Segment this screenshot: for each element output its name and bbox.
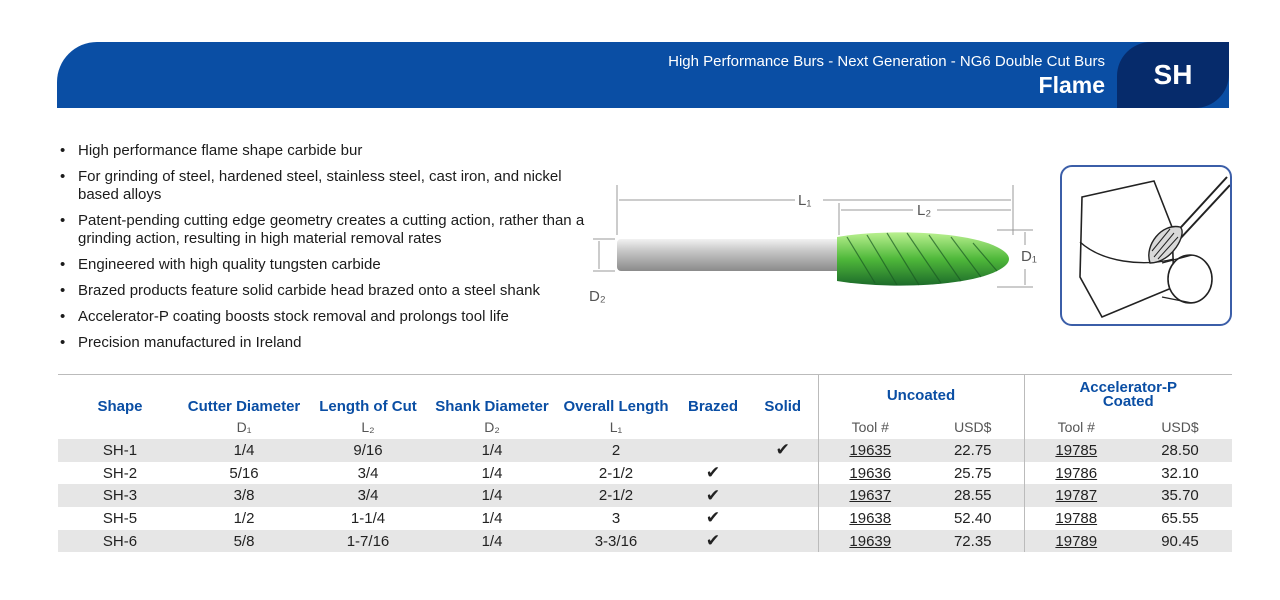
bur-shank (617, 239, 845, 271)
col-group-uncoated (818, 375, 1024, 415)
cell-solid (748, 484, 818, 507)
cell-uncoated-tool[interactable]: 19639 (818, 530, 922, 553)
cell-shank: 1/4 (430, 530, 554, 553)
cell-uncoated-tool[interactable]: 19636 (818, 462, 922, 485)
cell-uncoated-tool[interactable]: 19635 (818, 439, 922, 462)
header-subtitle: High Performance Burs - Next Generation - NG6 Double Cut Burs (668, 53, 1105, 70)
cell-oal: 3-3/16 (554, 530, 678, 553)
cell-coated-usd: 90.45 (1128, 530, 1232, 553)
cell-solid (748, 462, 818, 485)
cell-shape: SH-1 (58, 439, 182, 462)
cell-shape: SH-5 (102, 509, 138, 527)
symbol-l2: L₂ (361, 419, 375, 435)
feature-item: • Brazed products feature solid carbide head brazed onto a steel shank (58, 282, 598, 300)
cell-uncoated-usd: 72.35 (922, 530, 1024, 553)
col-length-of-cut: Length of Cut (319, 398, 417, 415)
table-row (58, 530, 1232, 553)
cell-shape: SH-3 (58, 484, 182, 507)
cell-shank: 1/4 (481, 509, 503, 527)
cell-brazed: ✔ (705, 508, 721, 528)
feature-item: • High performance flame shape carbide bur (58, 142, 598, 160)
cell-loc: 1-7/16 (306, 530, 430, 553)
workpiece-graphic (1062, 167, 1230, 324)
cell-shank: 1/4 (430, 439, 554, 462)
cell-loc: 3/4 (306, 484, 430, 507)
cell-uncoated-tool[interactable]: 19637 (818, 484, 922, 507)
cell-cutter: 1/4 (182, 439, 306, 462)
d1-label: D₁ (1021, 248, 1037, 265)
cell-brazed (678, 439, 748, 462)
application-illustration (1060, 165, 1232, 326)
header-title: Flame (1038, 72, 1105, 98)
cell-cutter: 3/8 (182, 484, 306, 507)
col-cutter-diameter: Cutter Diameter (187, 398, 301, 415)
feature-item: • Patent-pending cutting edge geometry creates a cutting action, rather than a grinding action, resulting in high material removal rates (58, 212, 598, 248)
cell-cutter: 5/8 (182, 530, 306, 553)
l1-label: L₁ (798, 192, 812, 209)
shape-code: SH (1153, 59, 1193, 90)
l2-label: L₂ (917, 202, 932, 219)
cell-brazed: ✔ (705, 463, 721, 483)
cell-coated-tool[interactable]: 19785 (1024, 439, 1128, 462)
bur-diagram (585, 185, 1055, 310)
cell-coated-tool[interactable]: 19788 (1024, 507, 1128, 530)
cell-loc: 9/16 (306, 439, 430, 462)
symbol-d1: D₁ (236, 419, 252, 435)
cell-coated-tool[interactable]: 19786 (1024, 462, 1128, 485)
col-overall-length: Overall Length (563, 398, 669, 415)
cell-oal: 2-1/2 (598, 464, 634, 482)
d2-label: D₂ (589, 288, 606, 305)
cell-uncoated-usd: 28.55 (922, 484, 1024, 507)
uncoated-header: Uncoated (886, 386, 956, 404)
cell-cutter: 5/16 (229, 464, 259, 482)
col-group-coated (1024, 375, 1232, 415)
feature-item: • Engineered with high quality tungsten carbide (58, 256, 598, 274)
feature-list (58, 142, 598, 360)
cell-loc: 3/4 (357, 464, 379, 482)
product-table (58, 375, 1232, 552)
cell-shank: 1/4 (481, 464, 503, 482)
symbol-empty (58, 415, 182, 439)
cell-solid (748, 530, 818, 553)
symbol-d2: D₂ (484, 419, 500, 435)
table-row (58, 484, 1232, 507)
cell-brazed: ✔ (678, 530, 748, 553)
cell-cutter: 1/2 (233, 509, 255, 527)
cell-coated-usd: 65.55 (1161, 509, 1199, 527)
table-row (58, 462, 1232, 485)
cell-coated-tool[interactable]: 19787 (1024, 484, 1128, 507)
cell-uncoated-usd: 52.40 (953, 509, 992, 527)
shape-code-tab (1117, 42, 1229, 108)
cell-loc: 1-1/4 (350, 509, 386, 527)
product-table-wrap (58, 374, 1232, 552)
subcol-coated-tool: Tool # (1024, 415, 1128, 439)
cell-uncoated-usd: 22.75 (922, 439, 1024, 462)
d2-dimension (589, 239, 615, 305)
cell-shape: SH-2 (102, 464, 138, 482)
cell-coated-usd: 32.10 (1161, 464, 1199, 482)
feature-item: • For grinding of steel, hardened steel, stainless steel, cast iron, and nickel based alloys (58, 168, 598, 204)
cell-uncoated-tool[interactable]: 19638 (818, 507, 922, 530)
cell-oal: 3 (611, 509, 621, 527)
col-solid: Solid (764, 398, 802, 415)
feature-item: • Accelerator-P coating boosts stock removal and prolongs tool life (58, 308, 598, 326)
bur-head (837, 232, 1009, 285)
coated-header-line2: Coated (1102, 393, 1154, 410)
subcol-coated-usd: USD$ (1161, 419, 1199, 435)
cell-oal: 2-1/2 (554, 484, 678, 507)
cell-coated-usd: 28.50 (1128, 439, 1232, 462)
col-shank-diameter: Shank Diameter (435, 398, 549, 415)
cell-coated-tool[interactable]: 19789 (1024, 530, 1128, 553)
subcol-uncoated-usd: USD$ (954, 419, 992, 435)
cell-uncoated-usd: 25.75 (953, 464, 992, 482)
cell-brazed: ✔ (678, 484, 748, 507)
table-row (58, 507, 1232, 530)
cell-coated-usd: 35.70 (1128, 484, 1232, 507)
coated-header-line1: Accelerator-P (1079, 379, 1178, 396)
cell-oal: 2 (554, 439, 678, 462)
col-shape: Shape (97, 398, 143, 415)
subcol-uncoated-tool: Tool # (818, 415, 922, 439)
cell-shank: 1/4 (430, 484, 554, 507)
table-row (58, 439, 1232, 462)
header-banner (57, 42, 1229, 108)
l2-dimension (839, 202, 1011, 235)
feature-item: • Precision manufactured in Ireland (58, 334, 598, 352)
cell-solid: ✔ (748, 439, 818, 462)
cell-shape: SH-6 (58, 530, 182, 553)
cell-solid (748, 507, 818, 530)
col-brazed: Brazed (687, 398, 739, 415)
symbol-l1: L₁ (609, 419, 623, 435)
